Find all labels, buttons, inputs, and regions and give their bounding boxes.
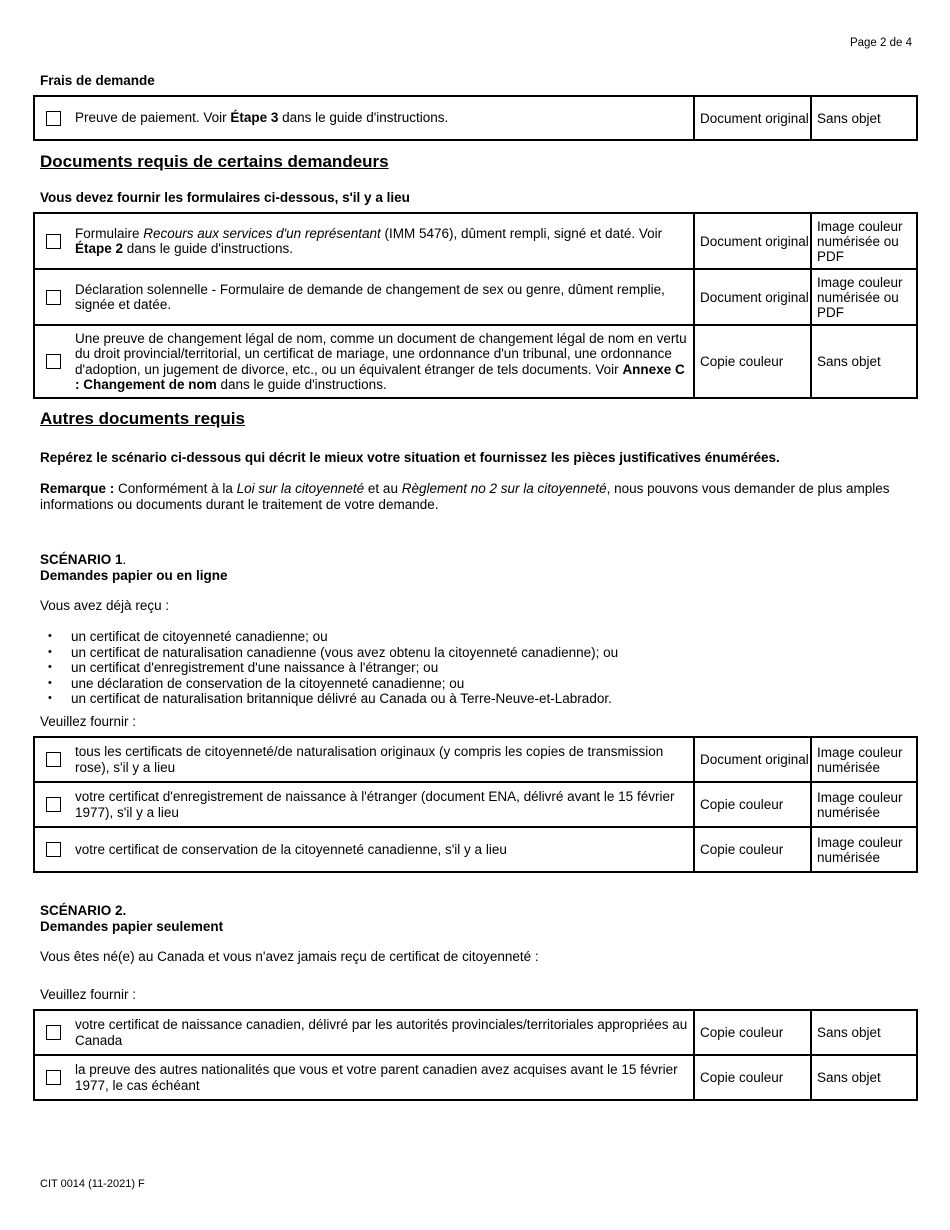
paper-format: Document original xyxy=(694,269,811,325)
table-row xyxy=(34,213,917,269)
table-row xyxy=(34,1010,917,1055)
requirement-text: votre certificat d'enregistrement de naissance à l'étranger (document ENA, délivré avant le 15 février 1977), s'il y a lieu xyxy=(75,789,675,820)
paper-format: Copie couleur xyxy=(694,325,811,398)
paper-format: Copie couleur xyxy=(694,1010,811,1055)
scenario-2-provide: Veuillez fournir : xyxy=(40,987,137,1002)
table-row xyxy=(34,782,917,827)
list-item: • un certificat de naturalisation britannique délivré au Canada ou à Terre-Neuve-et-Labrador. xyxy=(40,691,910,707)
paper-format: Document original xyxy=(694,213,811,269)
section-heading-other: Autres documents requis xyxy=(40,409,245,428)
online-format: Sans objet xyxy=(811,96,917,140)
checkbox[interactable] xyxy=(46,234,61,249)
list-item: • un certificat de naturalisation canadienne (vous avez obtenu la citoyenneté canadienne); ou xyxy=(40,645,910,661)
section-subheading: Vous devez fournir les formulaires ci-dessous, s'il y a lieu xyxy=(40,190,410,205)
table-row xyxy=(34,827,917,872)
requirement-text: Preuve de paiement. Voir Étape 3 dans le guide d'instructions. xyxy=(75,110,449,126)
scenario-1-table xyxy=(33,736,918,873)
checkbox[interactable] xyxy=(46,752,61,767)
specific-documents-table xyxy=(33,212,918,399)
paper-format: Document original xyxy=(694,96,811,140)
online-format: Image couleur numérisée ou PDF xyxy=(811,269,917,325)
table-row xyxy=(34,737,917,782)
checkbox[interactable] xyxy=(46,797,61,812)
table-row xyxy=(34,96,917,140)
page-number: Page 2 de 4 xyxy=(849,37,912,49)
online-format: Image couleur numérisée xyxy=(811,737,917,782)
scenario-1-title: SCÉNARIO 1. Demandes papier ou en ligne xyxy=(40,552,228,583)
requirement-text: tous les certificats de citoyenneté/de naturalisation originaux (y compris les copies de transmission rose), s'il y a lieu xyxy=(75,744,664,775)
table-row xyxy=(34,325,917,398)
table-row xyxy=(34,1055,917,1100)
checkbox[interactable] xyxy=(46,354,61,369)
list-item: • un certificat d'enregistrement d'une naissance à l'étranger; ou xyxy=(40,660,910,676)
scenario-1-provide: Veuillez fournir : xyxy=(40,714,137,729)
scenario-2-title: SCÉNARIO 2. Demandes papier seulement xyxy=(40,903,224,934)
list-item: • une déclaration de conservation de la citoyenneté canadienne; ou xyxy=(40,676,910,692)
scenario-2-table xyxy=(33,1009,918,1101)
requirement-text: la preuve des autres nationalités que vous et votre parent canadien avez acquises avant le 15 février 1977, le cas échéant xyxy=(75,1062,678,1093)
fees-section-title: Frais de demande xyxy=(40,73,155,88)
paper-format: Copie couleur xyxy=(694,1055,811,1100)
requirement-text: Déclaration solennelle - Formulaire de demande de changement de sex ou genre, dûment remplie, signée et datée. xyxy=(75,281,665,312)
scenario-1-bullet-list xyxy=(40,629,910,707)
checkbox[interactable] xyxy=(46,290,61,305)
note-paragraph: Remarque : Conformément à la Loi sur la citoyenneté et au Règlement no 2 sur la citoyenneté, nous pouvons vous demander de plus amples informations ou documents durant le traitement de votre demande. xyxy=(40,481,890,512)
requirement-text: Formulaire Recours aux services d'un représentant (IMM 5476), dûment rempli, signé et daté. Voir Étape 2 dans le guide d'instructions. xyxy=(75,225,663,256)
scenario-2-intro: Vous êtes né(e) au Canada et vous n'avez jamais reçu de certificat de citoyenneté : xyxy=(40,949,539,964)
online-format: Sans objet xyxy=(811,325,917,398)
paper-format: Copie couleur xyxy=(694,782,811,827)
online-format: Image couleur numérisée xyxy=(811,782,917,827)
online-format: Image couleur numérisée xyxy=(811,827,917,872)
requirement-text: votre certificat de naissance canadien, délivré par les autorités provinciales/territoriales appropriées au Canada xyxy=(75,1017,688,1048)
paper-format: Copie couleur xyxy=(694,827,811,872)
checkbox[interactable] xyxy=(46,842,61,857)
section-heading-specific: Documents requis de certains demandeurs xyxy=(40,152,389,171)
checkbox[interactable] xyxy=(46,1025,61,1040)
paper-format: Document original xyxy=(694,737,811,782)
fees-table xyxy=(33,95,918,141)
checkbox[interactable] xyxy=(46,111,61,126)
online-format: Sans objet xyxy=(811,1055,917,1100)
table-row xyxy=(34,269,917,325)
requirement-text: Une preuve de changement légal de nom, comme un document de changement légal de nom en vertu du droit provincial/territorial, un certificat de mariage, une ordonnance d'un tribunal, une ordonnance d'adoption, un jugement de divorce, etc., ou un équivalent étranger de tels documents. Voir Annexe C : Changement de nom dans le guide d'instructions. xyxy=(75,330,687,392)
requirement-text: votre certificat de conservation de la citoyenneté canadienne, s'il y a lieu xyxy=(75,841,507,857)
online-format: Sans objet xyxy=(811,1010,917,1055)
form-code: CIT 0014 (11-2021) F xyxy=(40,1178,145,1190)
online-format: Image couleur numérisée ou PDF xyxy=(811,213,917,269)
list-item: • un certificat de citoyenneté canadienne; ou xyxy=(40,629,910,645)
scenario-instruction: Repérez le scénario ci-dessous qui décrit le mieux votre situation et fournissez les pièces justificatives énumérées. xyxy=(40,450,780,465)
scenario-1-intro: Vous avez déjà reçu : xyxy=(40,598,170,613)
checkbox[interactable] xyxy=(46,1070,61,1085)
